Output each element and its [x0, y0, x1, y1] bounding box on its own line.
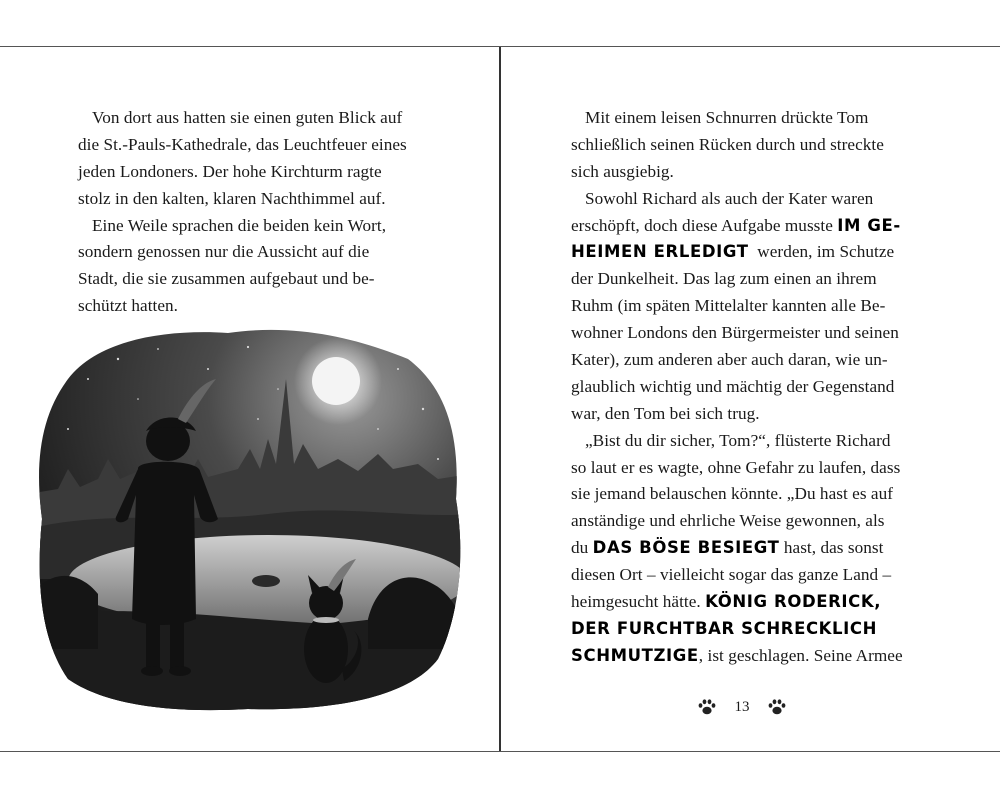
highlight-text: KÖNIG RODERICK,	[705, 592, 882, 612]
highlight-text: HEIMEN ERLEDIGT	[571, 242, 749, 262]
text-line: Stadt, die sie zusammen aufgebaut und be-	[78, 269, 375, 289]
text-line: stolz in den kalten, klaren Nachthimmel auf.	[78, 188, 386, 208]
text-line: anständige und ehrliche Weise gewonnen, als	[571, 511, 885, 531]
left-page-text	[78, 105, 438, 320]
text-line: wohner Londons den Bürgermeister und seinen	[571, 323, 899, 343]
highlight-text: IM GE-	[837, 215, 901, 235]
text-line: Sowohl Richard als auch der Kater waren	[585, 188, 874, 208]
text-line: jeden Londoners. Der hohe Kirchturm ragte	[78, 161, 382, 181]
right-page	[501, 47, 1000, 751]
text-line: diesen Ort – vielleicht sogar das ganze Land –	[571, 565, 892, 585]
text-line: „Bist du dir sicher, Tom?“, flüsterte Richard	[585, 430, 891, 450]
text-line	[571, 616, 931, 643]
highlight-text: DER FURCHTBAR SCHRECKLICH	[571, 618, 878, 638]
text-line: sondern genossen nur die Aussicht auf die	[78, 242, 370, 262]
text-line	[571, 213, 931, 240]
left-page	[0, 47, 499, 751]
highlight-text: SCHMUTZIGE	[571, 645, 699, 665]
page-footer	[697, 695, 787, 719]
text-fragment: heimgesucht hätte.	[571, 592, 701, 612]
text-line: war, den Tom bei sich trug.	[571, 403, 760, 423]
text-line	[571, 643, 931, 670]
text-line: Eine Weile sprachen die beiden kein Wort,	[92, 215, 387, 235]
text-line: schließlich seinen Rücken durch und streckte	[571, 134, 884, 154]
paw-print-icon	[767, 698, 787, 716]
text-line: Ruhm (im späten Mittelalter kannten alle Be-	[571, 296, 886, 316]
text-line: die St.-Pauls-Kathedrale, das Leuchtfeuer eines	[78, 134, 407, 154]
text-line: sie jemand belauschen könnte. „Du hast es auf	[571, 484, 894, 504]
text-fragment: , ist geschlagen. Seine Armee	[698, 645, 903, 665]
paw-print-icon	[697, 698, 717, 716]
page-number: 13	[734, 698, 750, 715]
text-line: Kater), zum anderen aber auch daran, wie un-	[571, 350, 888, 370]
text-line: Mit einem leisen Schnurren drückte Tom	[585, 108, 869, 127]
text-line	[571, 535, 931, 562]
text-fragment: werden, im Schutze	[757, 242, 895, 262]
night-scene-illustration	[28, 319, 470, 715]
text-fragment: hast, das sonst	[783, 538, 884, 558]
text-fragment: du	[571, 538, 589, 558]
text-line: Von dort aus hatten sie einen guten Blick auf	[92, 108, 403, 127]
text-line: der Dunkelheit. Das lag zum einen an ihrem	[571, 269, 877, 289]
text-line	[571, 239, 931, 266]
text-line: sich ausgiebig.	[571, 161, 674, 181]
text-fragment: erschöpft, doch diese Aufgabe musste	[571, 215, 833, 235]
text-line: so laut er es wagte, ohne Gefahr zu laufen, dass	[571, 457, 901, 477]
book-spread	[0, 46, 1000, 752]
right-page-text	[571, 105, 931, 670]
highlight-text: DAS BÖSE BESIEGT	[592, 538, 780, 558]
text-line	[571, 589, 931, 616]
text-line: glaublich wichtig und mächtig der Gegenstand	[571, 376, 895, 396]
text-line: schützt hatten.	[78, 296, 179, 316]
